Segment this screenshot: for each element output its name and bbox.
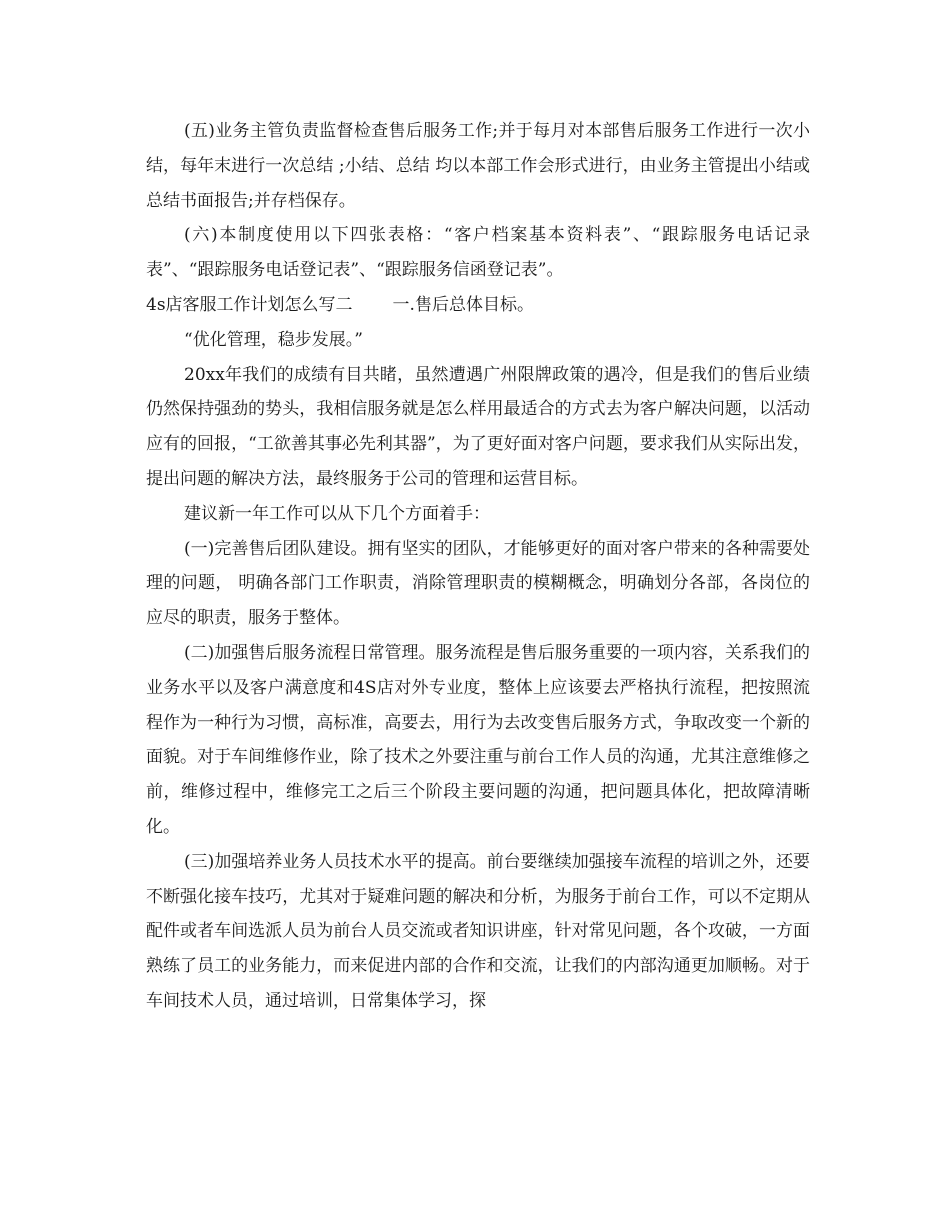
paragraph-6-forms: (六)本制度使用以下四张表格：“客户档案基本资料表”、“跟踪服务电话记录表”、“跟踪服务电话登记表”、“跟踪服务信函登记表”。 <box>146 225 810 281</box>
paragraph-slogan: “优化管理，稳步发展。” <box>184 329 363 350</box>
paragraph-performance: 20xx年我们的成绩有目共睹，虽然遭遇广州限牌政策的遇冷，但是我们的售后业绩仍然保持强劲的势头，我相信服务就是怎么样用最适合的方式去为客户解决问题，以活动应有的回报，“工欲善其事必先利其器”，为了更好面对客户问题，要求我们从实际出发，提出问题的解决方法，最终服务于公司的管理和运营目标。 <box>146 364 810 489</box>
paragraph-process-management: (二)加强售后服务流程日常管理。服务流程是售后服务重要的一项内容，关系我们的业务水平以及客户满意度和4S店对外专业度，整体上应该要去严格执行流程，把按照流程作为一种行为习惯，高标准，高要去，用行为去改变售后服务方式，争取改变一个新的面貌。对于车间维修作业，除了技术之外要注重与前台工作人员的沟通，尤其注意维修之前，维修过程中，维修完工之后三个阶段主要问题的沟通，把问题具体化，把故障清晰化。 <box>146 642 810 837</box>
paragraph-team-building: (一)完善售后团队建设。拥有坚实的团队，才能够更好的面对客户带来的各种需要处理的问题， 明确各部门工作职责，消除管理职责的模糊概念，明确划分各部，各岗位的应尽的职责，服务于整体。 <box>146 538 810 629</box>
section-heading <box>146 288 810 323</box>
paragraph-suggestion-intro: 建议新一年工作可以从下几个方面着手： <box>184 503 490 524</box>
section-title: 4s店客服工作计划怎么写二 <box>146 294 353 315</box>
paragraph-5-supervision: (五)业务主管负责监督检查售后服务工作;并于每月对本部售后服务工作进行一次小结，每年末进行一次总结 ;小结、总结 均以本部工作会形式进行，由业务主管提出小结或总结书面报告;并存档保存。 <box>146 121 810 211</box>
section-subtitle: 一.售后总体目标。 <box>392 294 534 315</box>
document-body <box>146 114 810 1019</box>
paragraph-skill-training: (三)加强培养业务人员技术水平的提高。前台要继续加强接车流程的培训之外，还要不断强化接车技巧，尤其对于疑难问题的解决和分析，为服务于前台工作，可以不定期从配件或者车间选派人员为前台人员交流或者知识讲座，针对常见问题，各个攻破，一方面熟练了员工的业务能力，而来促进内部的合作和交流，让我们的内部沟通更加顺畅。对于车间技术人员，通过培训，日常集体学习，探 <box>146 851 810 1011</box>
